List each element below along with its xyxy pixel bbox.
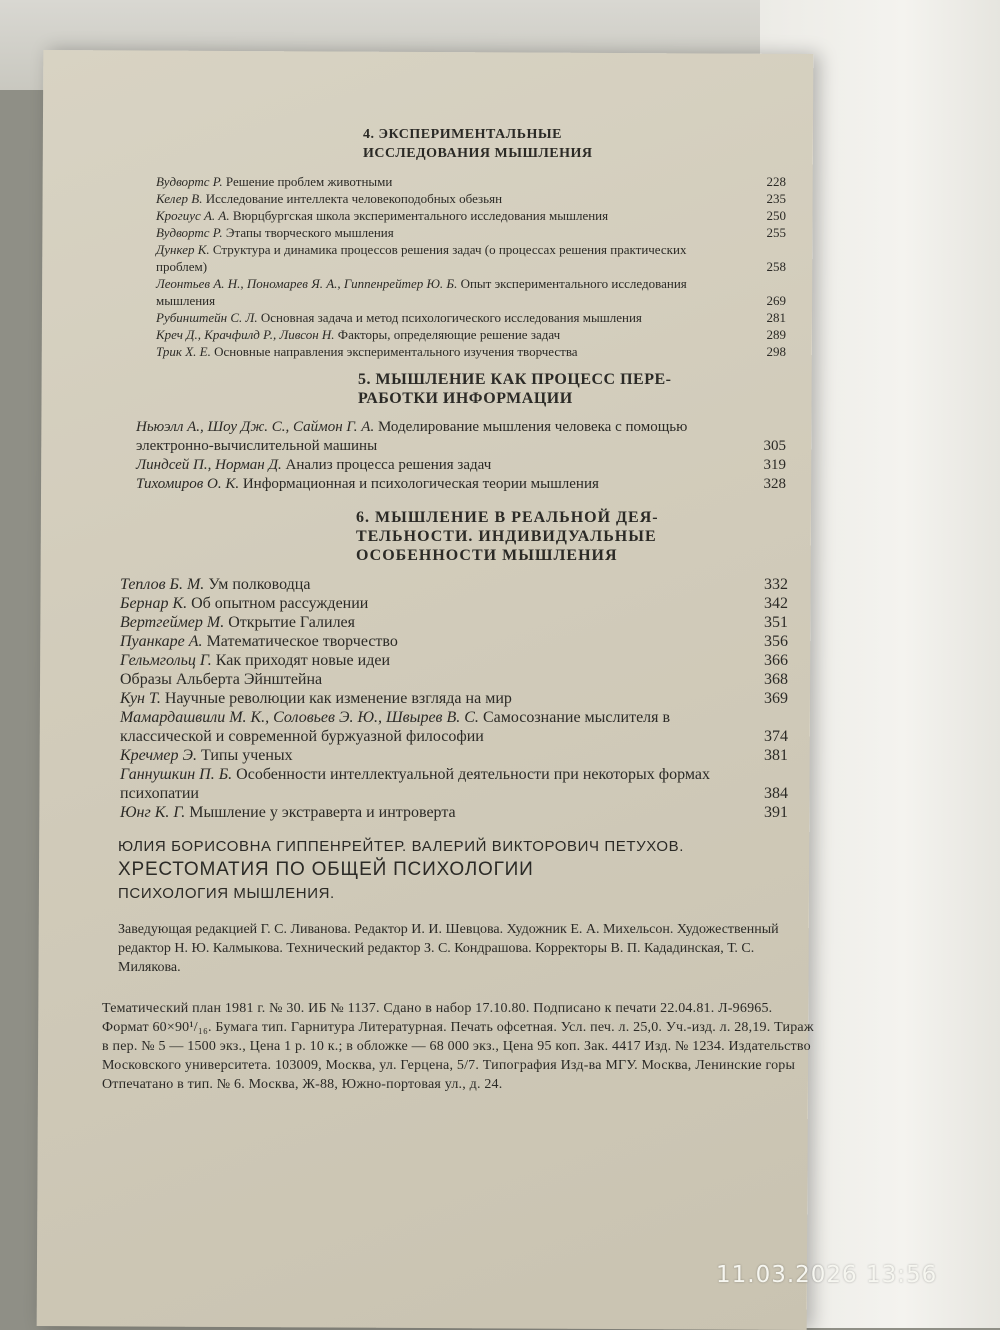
entry-page: 319 <box>763 457 786 473</box>
entry-author: Вудвортс Р. <box>156 174 223 189</box>
entry-page: 356 <box>764 633 788 650</box>
toc-entry <box>136 456 786 475</box>
entry-title: Основные направления экспериментального изучения творчества <box>214 344 578 359</box>
toc-entry <box>156 241 786 275</box>
entry-page: 289 <box>766 327 786 342</box>
section-5-title <box>358 370 758 408</box>
entry-title: Структура и динамика процессов решения задач (о процессах решения практических проблем) <box>156 242 687 274</box>
entry-title: Факторы, определяющие решение задач <box>337 327 561 342</box>
entry-title: Опыт экспериментального исследования мышления <box>156 276 687 308</box>
toc-entry <box>156 326 786 343</box>
entry-author: Вудвортс Р. <box>156 225 223 240</box>
toc-entry <box>156 343 786 360</box>
entry-author: Тихомиров О. К. <box>136 476 240 492</box>
entry-author: Пуанкаре А. <box>120 633 203 650</box>
toc-entry <box>156 173 786 190</box>
toc-entry <box>156 275 786 309</box>
entry-page: 368 <box>764 671 788 688</box>
entry-title: Научные революции как изменение взгляда на мир <box>164 690 512 707</box>
imprint-printed: Отпечатано в тип. № 6. Москва, Ж-88, Южно-портовая ул., д. 24. <box>102 1077 503 1092</box>
entry-title: Анализ процесса решения задач <box>285 457 492 473</box>
entry-title: Типы ученых <box>200 747 293 764</box>
entry-author: Рубинштейн С. Л. <box>156 310 258 325</box>
imprint-details: Тематический план 1981 г. № 30. ИБ № 1137. Сдано в набор 17.10.80. Подписано к печати 22.04.81. Л-96965. Формат 60×90¹/₁₆. Бумага тип. Гарнитура Литературная. Печать офсетная. Усл. печ. л. 25,0. Уч.-изд. л. 28,19. Тираж в пер. № 5 — 1500 экз., Цена 1 р. 10 к.; в обложке — 68 000 экз., Цена 95 коп. Зак. 4417 Изд. № 1234. Издательство Московского университета. 103009, Москва, ул. Герцена, 5/7. Типография Изд-ва МГУ. Москва, Ленинские горы <box>102 1001 814 1073</box>
colophon-subtitle: ПСИХОЛОГИЯ МЫШЛЕНИЯ. <box>118 885 335 902</box>
photo-timestamp: 11.03.2026 13:56 <box>716 1262 938 1288</box>
entry-page: 228 <box>766 174 786 189</box>
entry-page: 384 <box>764 785 788 802</box>
entry-title: Математическое творчество <box>206 633 398 650</box>
toc-entry <box>120 575 788 594</box>
entry-title: Информационная и психологическая теории мышления <box>242 476 599 492</box>
section-4-title-line: ИССЛЕДОВАНИЯ МЫШЛЕНИЯ <box>363 146 593 161</box>
entry-page: 250 <box>766 208 786 223</box>
entry-title: Особенности интеллектуальной деятельности при некоторых формах психопатии <box>120 766 711 802</box>
entry-author: Гельмгольц Г. <box>120 652 212 669</box>
section-6-title-line: 6. МЫШЛЕНИЕ В РЕАЛЬНОЙ ДЕЯ- <box>356 509 659 526</box>
entry-page: 269 <box>766 293 786 308</box>
section-6-title-line: ОСОБЕННОСТИ МЫШЛЕНИЯ <box>356 547 618 564</box>
toc-entry <box>120 708 788 746</box>
entry-author: Линдсей П., Норман Д. <box>136 457 282 473</box>
toc-entry <box>156 207 786 224</box>
entry-author: Леонтьев А. Н., Пономарев Я. А., Гиппенрейтер Ю. Б. <box>156 276 458 291</box>
entry-title: Этапы творческого мышления <box>225 225 394 240</box>
toc-entry <box>120 632 788 651</box>
entry-page: 332 <box>764 576 788 593</box>
toc-entry <box>120 746 788 765</box>
entry-title: Ум полководца <box>208 576 311 593</box>
toc-entry <box>156 224 786 241</box>
toc-entry <box>120 689 788 708</box>
section-5-title-line: РАБОТКИ ИНФОРМАЦИИ <box>358 390 573 407</box>
section-6-title <box>356 508 756 565</box>
entry-page: 328 <box>763 476 786 492</box>
toc-entry <box>156 309 786 326</box>
entry-author: Ньюэлл А., Шоу Дж. С., Саймон Г. А. <box>136 419 375 435</box>
colophon-authors: ЮЛИЯ БОРИСОВНА ГИППЕНРЕЙТЕР. ВАЛЕРИЙ ВИКТОРОВИЧ ПЕТУХОВ. <box>118 838 685 855</box>
entry-author: Теплов Б. М. <box>120 576 205 593</box>
entry-author: Кун Т. <box>120 690 161 707</box>
entry-title: Основная задача и метод психологического исследования мышления <box>260 310 642 325</box>
entry-author: Трик Х. Е. <box>156 344 211 359</box>
colophon-book-title: ХРЕСТОМАТИЯ ПО ОБЩЕЙ ПСИХОЛОГИИ <box>118 859 534 880</box>
entry-author: Крогиус А. А. <box>156 208 230 223</box>
entry-title: Об опытном рассуждении <box>191 595 369 612</box>
colophon-staff: Заведующая редакцией Г. С. Ливанова. Редактор И. И. Шевцова. Художник Е. А. Михельсон. Художественный редактор Н. Ю. Калмыкова. Технический редактор З. С. Кондрашова. Корректоры В. П. Кададинская, Т. С. Милякова. <box>118 922 779 975</box>
entry-page: 258 <box>766 259 786 274</box>
entry-page: 298 <box>766 344 786 359</box>
entry-title: Самосознание мыслителя в классической и современной буржуазной философии <box>120 709 671 745</box>
toc-entry <box>156 190 786 207</box>
colophon-imprint <box>102 999 822 1094</box>
section-6-entries <box>120 575 788 822</box>
section-5-title-line: 5. МЫШЛЕНИЕ КАК ПРОЦЕСС ПЕРЕ- <box>358 371 672 388</box>
entry-title: Моделирование мышления человека с помощью электронно-вычислительной машины <box>136 419 688 454</box>
section-6-title-line: ТЕЛЬНОСТИ. ИНДИВИДУАЛЬНЫЕ <box>356 528 657 545</box>
entry-title: Открытие Галилея <box>228 614 356 631</box>
entry-title: Решение проблем животными <box>225 174 393 189</box>
toc-entry <box>120 765 788 803</box>
section-4-entries <box>156 173 786 360</box>
entry-page: 342 <box>764 595 788 612</box>
toc-entry <box>120 613 788 632</box>
entry-author: Ганнушкин П. Б. <box>120 766 233 783</box>
entry-author: Дункер К. <box>156 242 210 257</box>
toc-entry <box>120 670 788 689</box>
entry-page: 381 <box>764 747 788 764</box>
entry-page: 305 <box>763 438 786 454</box>
entry-title: Как приходят новые идеи <box>215 652 391 669</box>
entry-author: Вертгеймер М. <box>120 614 225 631</box>
entry-title: Образы Альберта Эйнштейна <box>120 671 323 688</box>
section-4-title <box>363 125 683 163</box>
entry-author: Мамардашвили М. К., Соловьев Э. Ю., Швырев В. С. <box>120 709 479 726</box>
entry-author: Бернар К. <box>120 595 188 612</box>
entry-page: 391 <box>764 804 788 821</box>
toc-entry <box>120 651 788 670</box>
entry-author: Креч Д., Крачфилд Р., Ливсон Н. <box>156 327 335 342</box>
section-4-title-line: 4. ЭКСПЕРИМЕНТАЛЬНЫЕ <box>363 127 562 142</box>
entry-page: 369 <box>764 690 788 707</box>
entry-title: Мышление у экстраверта и интроверта <box>189 804 456 821</box>
entry-author: Юнг К. Г. <box>120 804 186 821</box>
toc-entry <box>120 803 788 822</box>
entry-title: Исследование интеллекта человекоподобных обезьян <box>205 191 503 206</box>
entry-page: 281 <box>766 310 786 325</box>
section-5-entries <box>136 418 786 494</box>
colophon-header <box>118 838 818 902</box>
entry-author: Келер В. <box>156 191 203 206</box>
entry-page: 235 <box>766 191 786 206</box>
entry-page: 351 <box>764 614 788 631</box>
entry-page: 366 <box>764 652 788 669</box>
toc-entry <box>136 418 786 456</box>
page-content <box>98 125 814 1094</box>
toc-entry <box>120 594 788 613</box>
entry-author: Кречмер Э. <box>120 747 197 764</box>
entry-page: 374 <box>764 728 788 745</box>
entry-page: 255 <box>766 225 786 240</box>
toc-entry <box>136 475 786 494</box>
entry-title: Вюрцбургская школа экспериментального исследования мышления <box>232 208 609 223</box>
